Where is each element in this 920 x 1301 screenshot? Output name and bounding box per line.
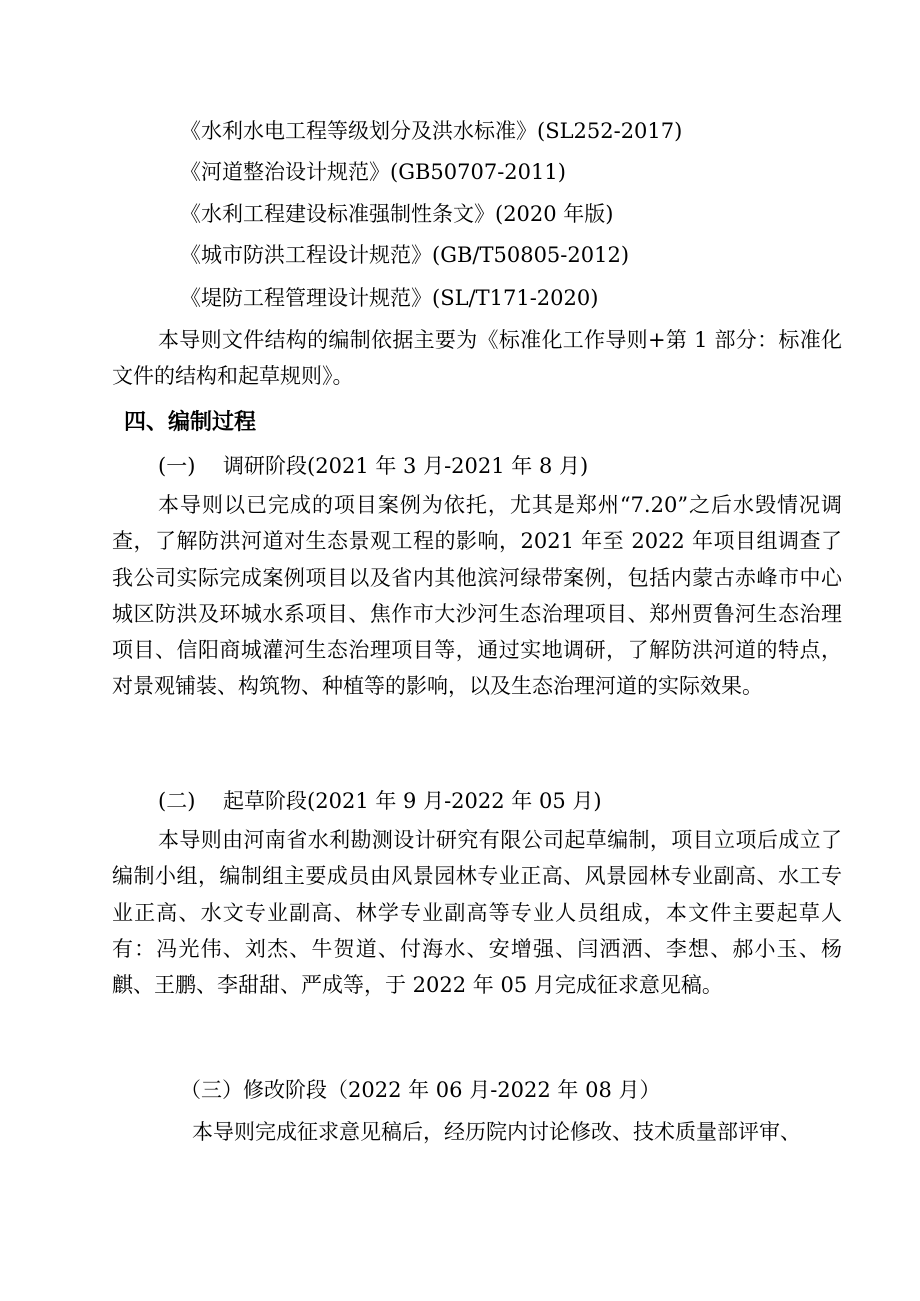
structure-basis-paragraph: 本导则文件结构的编制依据主要为《标准化工作导则+第 1 部分：标准化文件的结构和起草规则》。 xyxy=(112,328,842,389)
stage1-paragraph: 本导则以已完成的项目案例为依托，尤其是郑州“7.20”之后水毁情况调查，了解防洪河道对生态景观工程的影响，2021 年至 2022 年项目组调查了我公司实际完成案例项目以及省内其他滨河绿带案例，包括内蒙古赤峰市中心城区防洪及环城水系项目、焦作市大沙河生态治理项目、郑州贾鲁河生态治理项目、信阳商城灌河生态治理项目等，通过实地调研，了解防洪河道的特点，对景观铺装、构筑物、种植等的影响，以及生态治理河道的实际效果。 xyxy=(112,493,842,699)
stage3-heading: （三）修改阶段（2022 年 06 月-2022 年 08 月） xyxy=(180,1078,661,1102)
standard-item-1: 《水利水电工程等级划分及洪水标准》(SL252-2017) xyxy=(180,119,683,143)
stage2-paragraph: 本导则由河南省水利勘测设计研究有限公司起草编制，项目立项后成立了编制小组，编制组主要成员由风景园林专业正高、风景园林专业副高、水工专业正高、水文专业副高、林学专业副高等专业人员组成，本文件主要起草人有：冯光伟、刘杰、牛贺道、付海水、安增强、闫洒洒、李想、郝小玉、杨麒、王鹏、李甜甜、严成等，于 2022 年 05 月完成征求意见稿。 xyxy=(112,828,842,998)
standard-item-4: 《城市防洪工程设计规范》(GB/T50805-2012) xyxy=(180,243,630,267)
stage1-heading: (一) 调研阶段(2021 年 3 月-2021 年 8 月) xyxy=(158,454,589,478)
stage3-paragraph: 本导则完成征求意见稿后，经历院内讨论修改、技术质量部评审、 xyxy=(192,1120,801,1144)
standard-item-2: 《河道整治设计规范》(GB50707-2011) xyxy=(180,160,566,184)
section-heading: 四、编制过程 xyxy=(124,410,257,435)
standard-item-5: 《堤防工程管理设计规范》(SL/T171-2020) xyxy=(180,286,599,310)
stage2-heading: (二) 起草阶段(2021 年 9 月-2022 年 05 月) xyxy=(158,789,602,813)
standard-item-3: 《水利工程建设标准强制性条文》(2020 年版) xyxy=(180,202,614,226)
